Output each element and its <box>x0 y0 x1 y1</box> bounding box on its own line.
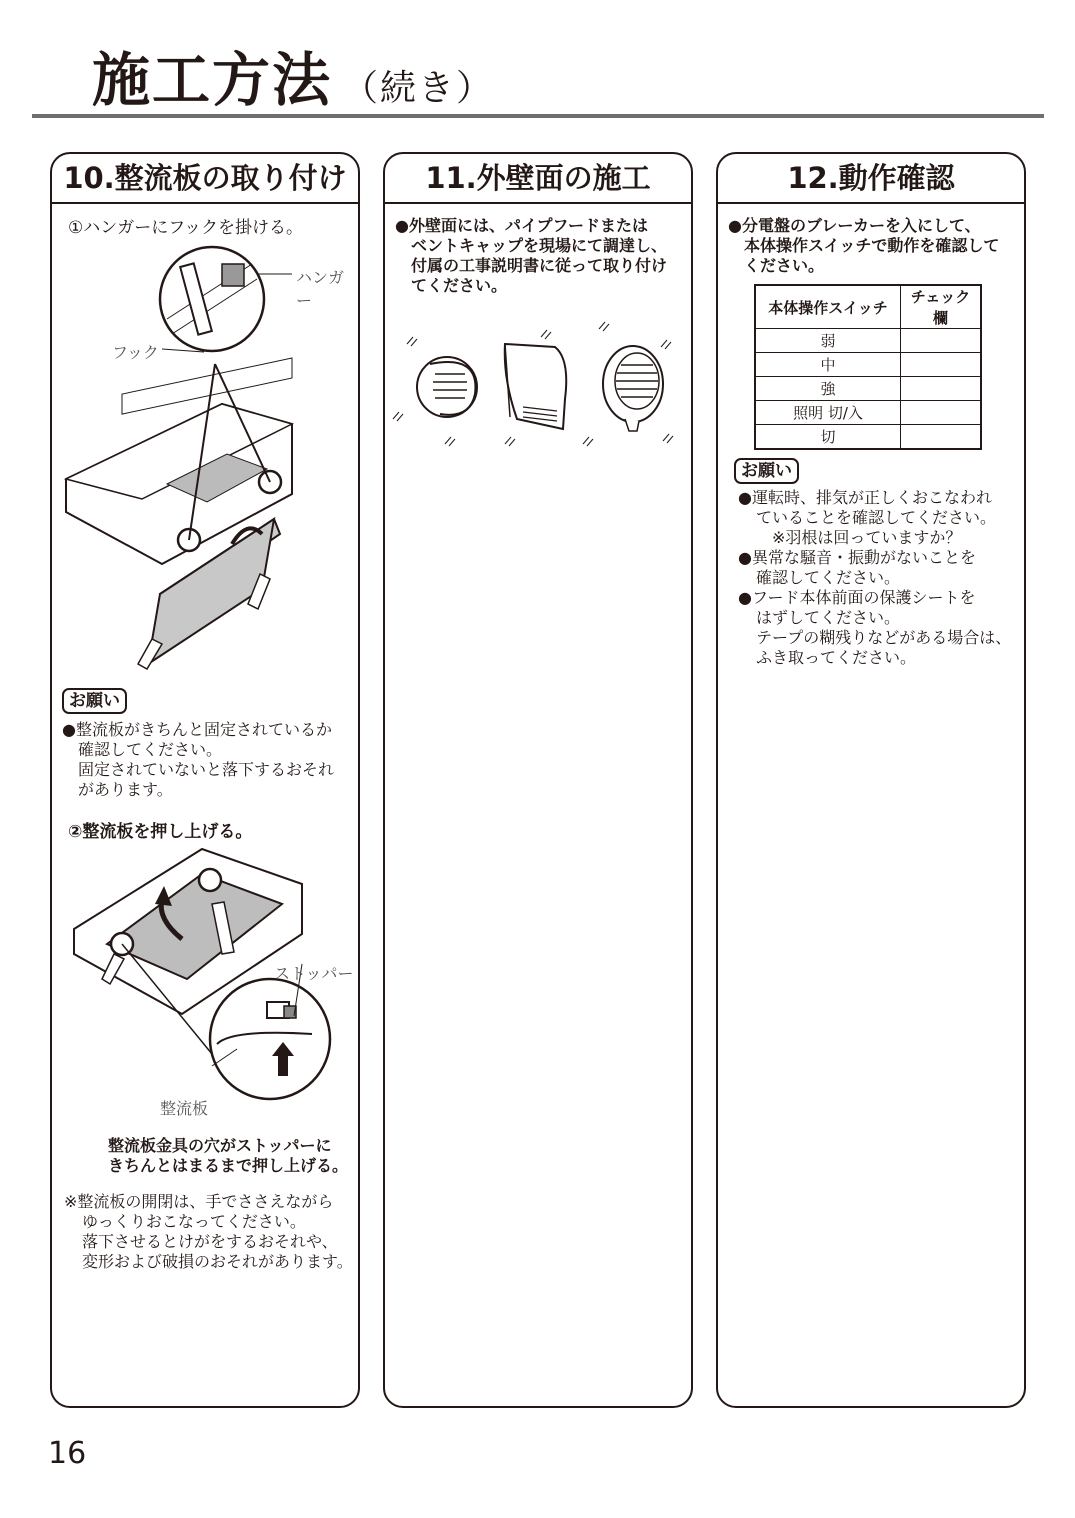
section-11 <box>383 152 693 1408</box>
table-row <box>755 329 981 353</box>
note-line: ●フード本体前面の保護シートを <box>738 588 976 607</box>
note-line: はずしてください。 <box>756 608 901 627</box>
title-rule <box>32 114 1044 118</box>
body-line: てください。 <box>411 276 508 295</box>
table-header: 本体操作スイッチ <box>755 285 901 329</box>
check-cell <box>901 425 982 450</box>
check-cell <box>901 353 982 377</box>
note-line: 確認してください。 <box>78 740 223 759</box>
check-cell <box>901 377 982 401</box>
table-row <box>755 401 981 425</box>
body-line: ベントキャップを現場にて調達し、 <box>411 236 668 255</box>
caution-line: ゆっくりおこなってください。 <box>82 1212 306 1231</box>
table-row <box>755 425 981 450</box>
switch-setting: 弱 <box>755 329 901 353</box>
callout-hook: フック <box>112 343 159 362</box>
caution-line: ※整流板の開閉は、手でささえながら <box>64 1192 334 1211</box>
step-1-label: ①ハンガーにフックを掛ける。 <box>68 218 304 238</box>
section-10-heading: 10.整流板の取り付け <box>52 154 358 204</box>
instruction-line: きちんとはまるまで押し上げる。 <box>108 1156 349 1175</box>
body-line: ●外壁面には、パイプフードまたは <box>395 216 649 235</box>
note-tag: お願い <box>734 458 799 484</box>
switch-setting: 強 <box>755 377 901 401</box>
note-line: があります。 <box>78 780 173 799</box>
section-11-heading: 11.外壁面の施工 <box>385 154 691 204</box>
callout-hanger: ハンガー <box>296 268 345 310</box>
body-line: 付属の工事説明書に従って取り付け <box>411 256 668 275</box>
note-line: ●整流板がきちんと固定されているか <box>62 720 332 739</box>
switch-check-table <box>754 284 982 450</box>
note-line: ●運転時、排気が正しくおこなわれ <box>738 488 992 507</box>
switch-setting: 中 <box>755 353 901 377</box>
body-line: ●分電盤のブレーカーを入にして、 <box>728 216 981 235</box>
note-line: ていることを確認してください。 <box>756 508 997 527</box>
step-2-label: ②整流板を押し上げる。 <box>68 822 253 842</box>
page-title-main: 施工方法 <box>92 46 333 114</box>
switch-setting: 照明 切/入 <box>755 401 901 425</box>
note-line: 確認してください。 <box>756 568 901 587</box>
vent-caps-illustration <box>385 319 691 459</box>
page-title-sub: （続き） <box>342 68 495 109</box>
switch-setting: 切 <box>755 425 901 450</box>
check-cell <box>901 329 982 353</box>
page-number: 16 <box>48 1436 87 1471</box>
section-10 <box>50 152 360 1408</box>
section-12 <box>716 152 1026 1408</box>
table-header: チェック欄 <box>901 285 982 329</box>
section-12-heading: 12.動作確認 <box>718 154 1024 204</box>
note-tag: お願い <box>62 688 127 714</box>
note-line: ※羽根は回っていますか？ <box>772 528 962 547</box>
body-line: ください。 <box>744 256 825 275</box>
table-row <box>755 377 981 401</box>
note-line: ●異常な騒音・振動がないことを <box>738 548 976 567</box>
note-line: ふき取ってください。 <box>756 648 917 667</box>
caution-line: 変形および破損のおそれがあります。 <box>82 1252 353 1271</box>
note-line: 固定されていないと落下するおそれ <box>78 760 335 779</box>
callout-stopper: ストッパー <box>274 964 354 983</box>
check-cell <box>901 401 982 425</box>
callout-plate: 整流板 <box>160 1099 209 1118</box>
caution-line: 落下させるとけがをするおそれや、 <box>82 1232 338 1251</box>
note-line: テープの糊残りなどがある場合は、 <box>756 628 1012 647</box>
instruction-line: 整流板金具の穴がストッパーに <box>108 1136 332 1155</box>
body-line: 本体操作スイッチで動作を確認して <box>744 236 1000 255</box>
table-row <box>755 353 981 377</box>
